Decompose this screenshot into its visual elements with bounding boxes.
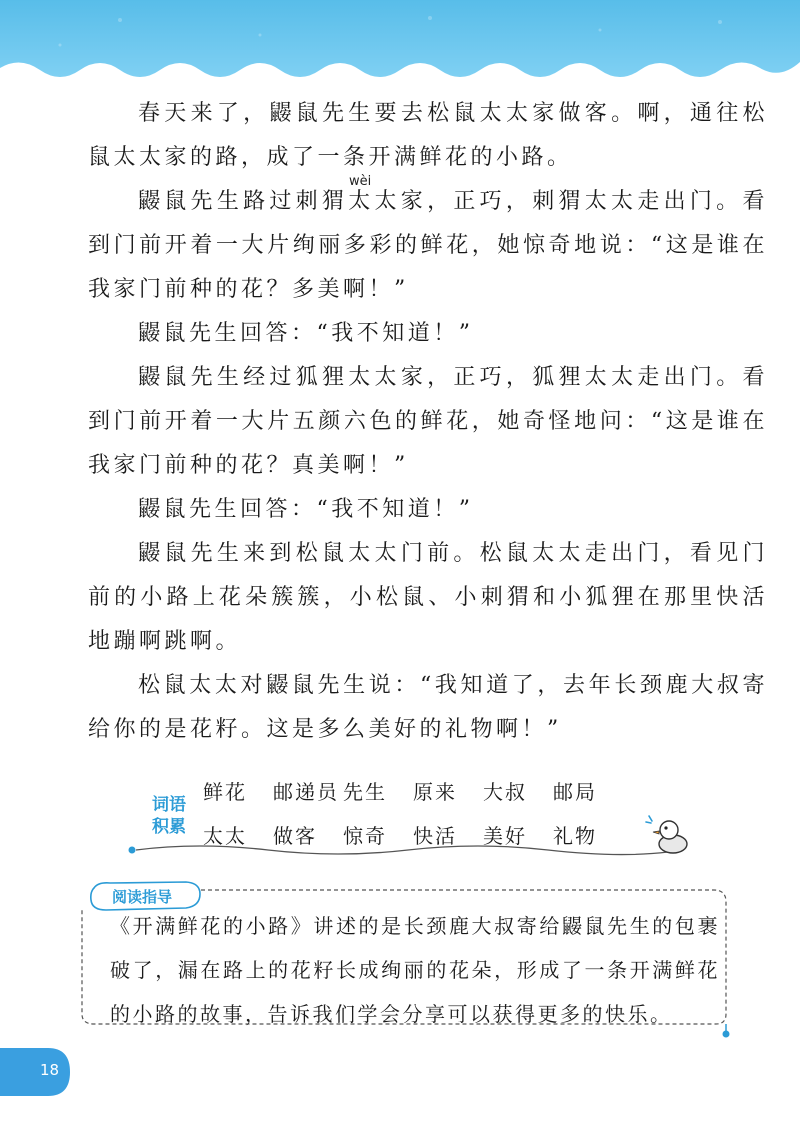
vocab-word: 邮局 — [553, 780, 597, 804]
story-paragraph-2 — [88, 174, 768, 312]
vocab-row-1 — [203, 776, 623, 805]
vocab-wavy-underline — [128, 840, 688, 860]
story-paragraph-4: 鼹鼠先生经过狐狸太太家，正巧，狐狸太太走出门。看到门前开着一大片五颜六色的鲜花，她奇怪地问：“这是谁在我家门前种的花？真美啊！” — [88, 365, 768, 478]
story-paragraph-3: 鼹鼠先生回答：“我不知道！” — [138, 321, 474, 346]
story-paragraph-1: 春天来了，鼹鼠先生要去松鼠太太家做客。啊，通往松鼠太太家的路，成了一条开满鲜花的小路。 — [88, 101, 768, 170]
duck-mascot-icon — [643, 810, 693, 860]
story-paragraph-2-rest: 太太家，正巧，刺猬太太走出门。看到门前开着一大片绚丽多彩的鲜花，她惊奇地说：“这是谁在我家门前种的花？多美啊！” — [88, 189, 768, 302]
page-number-tab — [0, 1048, 70, 1096]
vocab-word: 大叔 — [483, 780, 527, 804]
vocab-word: 原来 — [413, 780, 457, 804]
vocab-word: 做客 — [273, 824, 317, 848]
pinyin-annotation: wèi — [348, 174, 372, 189]
guide-tag-label: 阅读指导 — [111, 888, 172, 906]
story-paragraph-6: 鼹鼠先生来到松鼠太太门前。松鼠太太走出门，看见门前的小路上花朵簇簇，小松鼠、小刺猬和小狐狸在那里快活地蹦啊跳啊。 — [88, 541, 768, 654]
vocab-title — [144, 794, 194, 838]
vocab-word: 美好 — [483, 824, 527, 848]
reading-guide-box — [80, 890, 728, 1030]
vocab-title-line-1: 词语 — [152, 795, 186, 815]
story-paragraph-5: 鼹鼠先生回答：“我不知道！” — [138, 497, 474, 522]
vocab-word: 礼物 — [553, 824, 597, 848]
vocab-word: 太太 — [203, 824, 247, 848]
ruby-character — [321, 174, 372, 214]
top-wave-banner — [0, 0, 800, 90]
vocab-word: 鲜花 — [203, 780, 247, 804]
vocab-word: 先生 — [343, 780, 387, 804]
story-body — [88, 92, 768, 752]
story-paragraph-7: 松鼠太太对鼹鼠先生说：“我知道了，去年长颈鹿大叔寄给你的是花籽。这是多么美好的礼物啊！” — [88, 673, 768, 742]
guide-text: 《开满鲜花的小路》讲述的是长颈鹿大叔寄给鼹鼠先生的包裹破了，漏在路上的花籽长成绚丽的花朵，形成了一条开满鲜花的小路的故事，告诉我们学会分享可以获得更多的快乐。 — [110, 914, 720, 1026]
story-paragraph-2-start: 鼹鼠先生路过刺 — [138, 189, 322, 214]
ruby-base-char: 猬 — [321, 189, 349, 214]
vocab-word: 快活 — [413, 824, 457, 848]
vocab-section — [128, 770, 728, 865]
vocab-title-line-2: 积累 — [152, 817, 186, 837]
vocab-word: 惊奇 — [343, 824, 387, 848]
page-number: 18 — [40, 1061, 60, 1079]
vocab-word: 邮递员 — [273, 780, 339, 804]
